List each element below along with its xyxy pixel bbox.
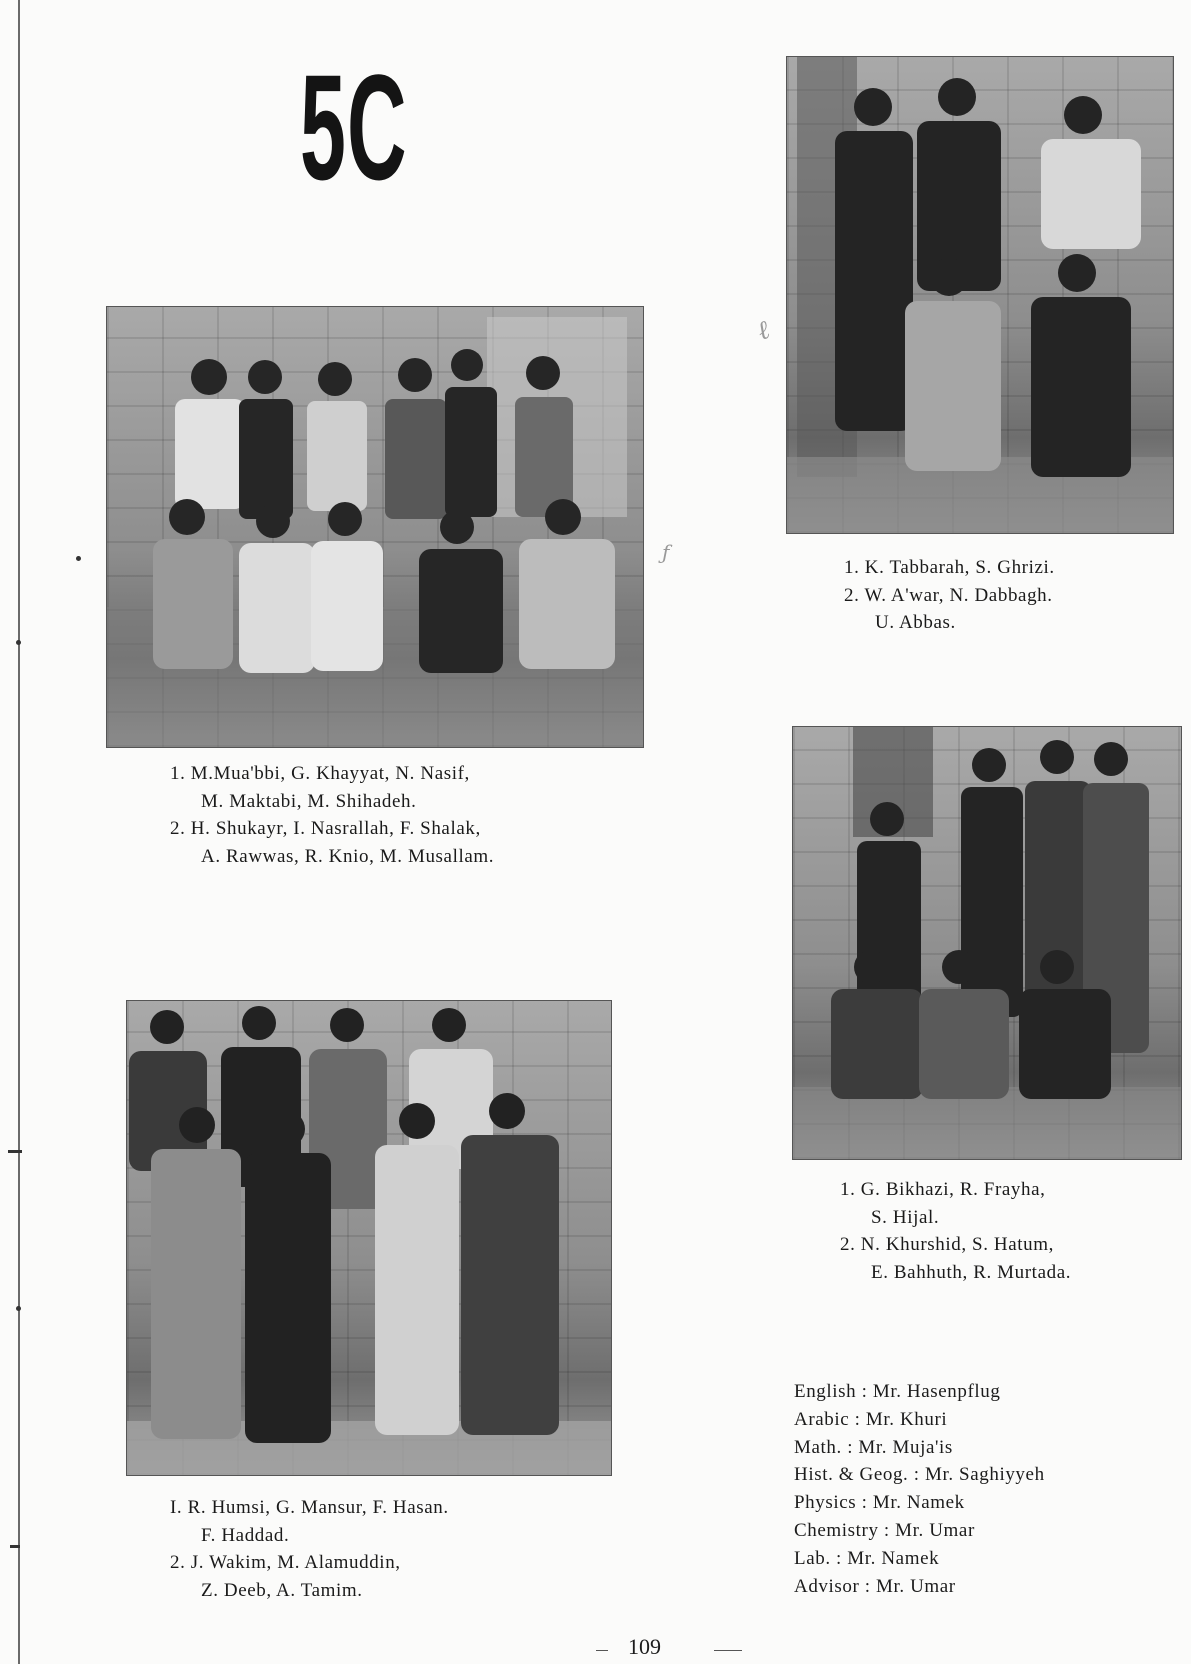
photo-1-caption [170, 760, 494, 870]
teacher-entry: Hist. & Geog. : Mr. Saghiyyeh [794, 1464, 1045, 1486]
photo-3-caption [840, 1176, 1071, 1286]
pencil-mark: ℓ [753, 315, 774, 347]
page-number-dash [596, 1650, 608, 1651]
caption-line: M. Maktabi, M. Shihadeh. [201, 790, 417, 812]
photo-4-caption [170, 1494, 449, 1604]
caption-line: Z. Deeb, A. Tamim. [201, 1579, 363, 1601]
photo-group-1 [106, 306, 644, 748]
group-photo-image [793, 727, 1181, 1159]
caption-line: 2. W. A'war, N. Dabbagh. [844, 584, 1053, 606]
teachers-list [794, 1378, 1045, 1600]
margin-dot [16, 640, 21, 645]
page-title: 5C [300, 43, 408, 211]
group-photo-image [127, 1001, 611, 1475]
photo-group-4 [126, 1000, 612, 1476]
caption-line: U. Abbas. [875, 612, 956, 633]
teacher-entry: Math. : Mr. Muja'is [794, 1436, 953, 1458]
margin-dot [16, 1306, 21, 1311]
photo-2-caption [844, 554, 1055, 637]
caption-line: F. Haddad. [201, 1524, 290, 1546]
caption-line: 1. M.Mua'bbi, G. Khayyat, N. Nasif, [170, 763, 470, 784]
page-number: 109 [628, 1634, 661, 1659]
caption-line: 1. G. Bikhazi, R. Frayha, [840, 1179, 1046, 1200]
teacher-entry: Arabic : Mr. Khuri [794, 1408, 948, 1430]
margin-mark [10, 1545, 20, 1548]
page-number-dash [714, 1650, 742, 1651]
caption-line: 2. J. Wakim, M. Alamuddin, [170, 1552, 401, 1573]
caption-line: A. Rawwas, R. Knio, M. Musallam. [201, 845, 495, 867]
teacher-entry: Advisor : Mr. Umar [794, 1575, 956, 1597]
photo-group-3 [792, 726, 1182, 1160]
caption-line: 1. K. Tabbarah, S. Ghrizi. [844, 557, 1055, 578]
teacher-entry: Chemistry : Mr. Umar [794, 1519, 975, 1541]
caption-line: I. R. Humsi, G. Mansur, F. Hasan. [170, 1497, 449, 1518]
group-photo-image [787, 57, 1173, 533]
teacher-entry: English : Mr. Hasenpflug [794, 1381, 1001, 1402]
margin-dot [76, 556, 81, 561]
caption-line: E. Bahhuth, R. Murtada. [871, 1261, 1072, 1283]
caption-line: S. Hijal. [871, 1206, 940, 1228]
caption-line: 2. N. Khurshid, S. Hatum, [840, 1234, 1054, 1255]
teacher-entry: Lab. : Mr. Namek [794, 1547, 940, 1569]
teacher-entry: Physics : Mr. Namek [794, 1492, 965, 1514]
pencil-mark: ƒ [662, 540, 670, 564]
photo-group-2 [786, 56, 1174, 534]
group-photo-image [107, 307, 643, 747]
caption-line: 2. H. Shukayr, I. Nasrallah, F. Shalak, [170, 818, 481, 839]
margin-mark [8, 1150, 22, 1153]
page-binding-edge [18, 0, 20, 1664]
